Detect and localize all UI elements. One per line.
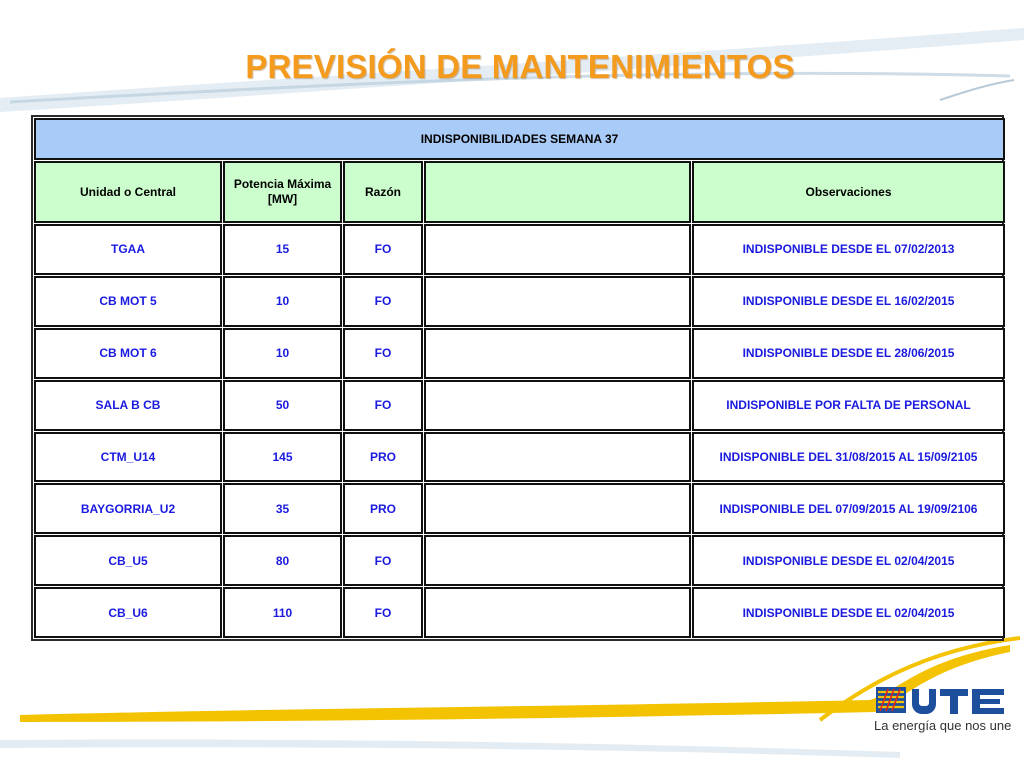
table-row	[34, 535, 1005, 586]
column-header-power-unit: [MW]	[267, 192, 298, 206]
column-header-observations: Observaciones	[692, 161, 1005, 223]
column-header-row	[34, 161, 1005, 223]
power-cell: 80	[223, 535, 342, 586]
observation-cell: INDISPONIBLE DESDE EL 28/06/2015	[692, 328, 1005, 379]
maintenance-table	[31, 115, 1004, 641]
column-header-unit: Unidad o Central	[34, 161, 222, 223]
reason-cell: FO	[343, 224, 423, 275]
reason-cell: FO	[343, 276, 423, 327]
table-row	[34, 483, 1005, 534]
ute-logo	[874, 684, 1014, 744]
power-cell: 35	[223, 483, 342, 534]
table-row	[34, 328, 1005, 379]
table-row	[34, 224, 1005, 275]
blank-cell	[424, 276, 691, 327]
column-header-reason: Razón	[343, 161, 423, 223]
power-cell: 10	[223, 328, 342, 379]
logo-tagline: La energía que nos une	[874, 718, 1012, 733]
power-cell: 15	[223, 224, 342, 275]
table-row	[34, 276, 1005, 327]
table-row	[34, 432, 1005, 483]
observation-cell: INDISPONIBLE POR FALTA DE PERSONAL	[692, 380, 1005, 431]
observation-cell: INDISPONIBLE DESDE EL 07/02/2013	[692, 224, 1005, 275]
observation-cell: INDISPONIBLE DEL 31/08/2015 AL 15/09/2105	[692, 432, 1005, 483]
logo-emblem	[876, 687, 906, 713]
table-row	[34, 587, 1005, 638]
unit-cell: CB_U6	[34, 587, 222, 638]
observation-cell: INDISPONIBLE DEL 07/09/2015 AL 19/09/2106	[692, 483, 1005, 534]
blank-cell	[424, 535, 691, 586]
table-row	[34, 380, 1005, 431]
reason-cell: PRO	[343, 483, 423, 534]
blank-cell	[424, 483, 691, 534]
week-header-row	[34, 118, 1005, 160]
reason-cell: PRO	[343, 432, 423, 483]
page-title: PREVISIÓN DE MANTENIMIENTOS	[245, 48, 795, 85]
power-cell: 145	[223, 432, 342, 483]
blank-cell	[424, 587, 691, 638]
blank-cell	[424, 224, 691, 275]
unit-cell: TGAA	[34, 224, 222, 275]
power-cell: 110	[223, 587, 342, 638]
bottom-blue-swoosh	[0, 740, 900, 759]
observation-cell: INDISPONIBLE DESDE EL 02/04/2015	[692, 535, 1005, 586]
unavailability-table	[33, 117, 1006, 639]
unit-cell: CB MOT 5	[34, 276, 222, 327]
blank-cell	[424, 380, 691, 431]
bottom-yellow-swoosh	[20, 645, 1010, 722]
ute-logo-mark	[874, 684, 1014, 716]
column-header-power-label: Potencia Máxima	[233, 177, 332, 191]
column-header-power	[223, 161, 342, 223]
reason-cell: FO	[343, 535, 423, 586]
column-header-blank	[424, 161, 691, 223]
unit-cell: CTM_U14	[34, 432, 222, 483]
blank-cell	[424, 328, 691, 379]
power-cell: 50	[223, 380, 342, 431]
logo-wordmark	[912, 689, 1004, 714]
unit-cell: SALA B CB	[34, 380, 222, 431]
week-header: INDISPONIBILIDADES SEMANA 37	[34, 118, 1005, 160]
observation-cell: INDISPONIBLE DESDE EL 16/02/2015	[692, 276, 1005, 327]
power-cell: 10	[223, 276, 342, 327]
unit-cell: CB MOT 6	[34, 328, 222, 379]
observation-cell: INDISPONIBLE DESDE EL 02/04/2015	[692, 587, 1005, 638]
reason-cell: FO	[343, 380, 423, 431]
reason-cell: FO	[343, 587, 423, 638]
unit-cell: CB_U5	[34, 535, 222, 586]
blank-cell	[424, 432, 691, 483]
reason-cell: FO	[343, 328, 423, 379]
unit-cell: BAYGORRIA_U2	[34, 483, 222, 534]
